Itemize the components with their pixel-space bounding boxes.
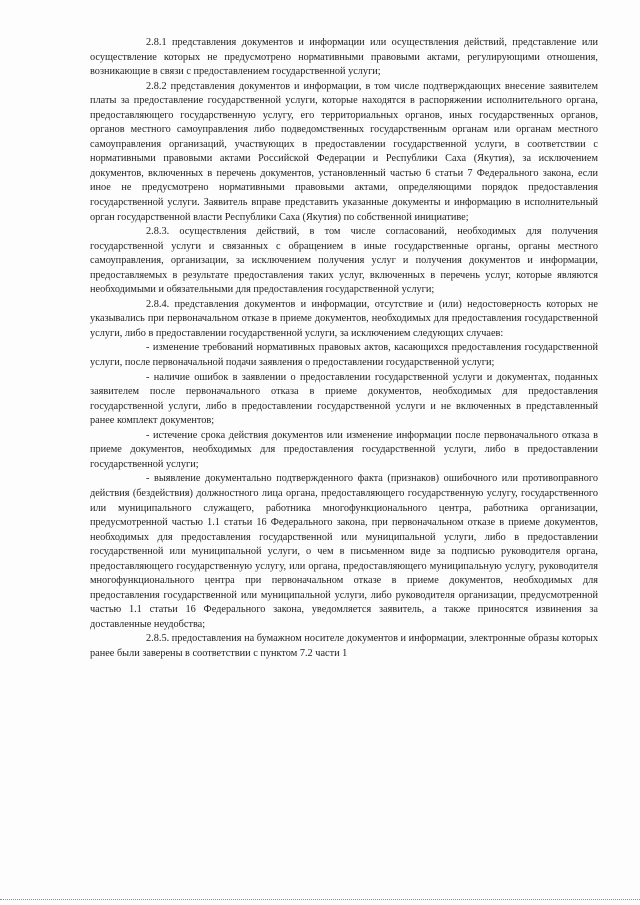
paragraph-2-8-2: 2.8.2 представления документов и информации, в том числе подтверждающих внесение заявителем платы за предоставление государственной услуги, которые находятся в распоряжении исполнительного органа, предоставляющего государственную услугу, его территориальных органов, иных государственных органов, органов местного самоуправления либо подведомственных государственным органам или органам местного самоуправления организаций, участвующих в предоставлении государственной услуги, в соответствии с нормативными правовыми актами Российской Федерации и Республики Саха (Якутия), за исключением документов, включенных в перечень документов, установленный частью 6 статьи 7 Федерального закона, если иное не предусмотрено нормативными правовыми актами, определяющими порядок предоставления государственной услуги. Заявитель вправе представить указанные документы и информацию в исполнительный орган государственной власти Республики Саха (Якутия) по собственной инициативе; [90,80,598,223]
list-item-requirements-change: - изменение требований нормативных правовых актов, касающихся предоставления государственной услуги, после первоначальной подачи заявления о предоставлении государственной услуги; [90,342,598,369]
paragraph-2-8-3: 2.8.3. осуществления действий, в том числе согласований, необходимых для получения государственной услуги и связанных с обращением в иные государственные органы, органы местного самоуправления, организации, за исключением получения услуг и получения документов и информации, предоставляемых в результате предоставления таких услуг, включенных в перечень услуг, которые являются необходимыми и обязательными для предоставления государственной услуги; [90,226,598,296]
document-body [90,36,598,662]
list-item-official-misconduct: - выявление документально подтвержденного факта (признаков) ошибочного или противоправного действия (бездействия) должностного лица органа, предоставляющего государственную услугу, государственного или муниципального служащего, работника многофункционального центра, работника организации, предусмотренной частью 1.1 статьи 16 Федерального закона, при первоначальном отказе в приеме документов, необходимых для предоставления государственной или муниципальной услуги, либо в предоставлении государственной или муниципальной услуги, о чем в письменном виде за подписью руководителя органа, предоставляющего государственную услугу, или органа, предоставляющего муниципальную услугу, руководителя многофункционального центра при первоначальном отказе в приеме документов, необходимых для предоставления государственной или муниципальной услуги, либо руководителя организации, предусмотренной частью 1.1 статьи 16 Федерального закона, уведомляется заявитель, а также приносятся извинения за доставленные неудобства; [90,473,598,630]
paragraph-2-8-5: 2.8.5. предоставления на бумажном носителе документов и информации, электронные образы которых ранее были заверены в соответствии с пунктом 7.2 части 1 [90,633,598,659]
scan-edge-divider [0,899,640,900]
paragraph-2-8-1: 2.8.1 представления документов и информации или осуществления действий, представление или осуществление которых не предусмотрено нормативными правовыми актами, регулирующими отношения, возникающие в связи с предоставлением государственной услуги; [90,37,598,78]
list-item-document-expiry: - истечение срока действия документов или изменение информации после первоначального отказа в приеме документов, необходимых для предоставления государственной услуги, либо в предоставлении государственной услуги; [90,429,598,470]
list-item-errors-in-application: - наличие ошибок в заявлении о предоставлении государственной услуги и документах, поданных заявителем после первоначального отказа в приеме документов, необходимых для предоставления государственной услуги, либо в предоставлении государственной услуги и не включенных в представленный ранее комплект документов; [90,371,598,427]
paragraph-2-8-4: 2.8.4. представления документов и информации, отсутствие и (или) недостоверность которых не указывались при первоначальном отказе в приеме документов, необходимых для предоставления государственной услуги, либо в предоставлении государственной услуги, за исключением следующих случаев: [90,298,598,339]
